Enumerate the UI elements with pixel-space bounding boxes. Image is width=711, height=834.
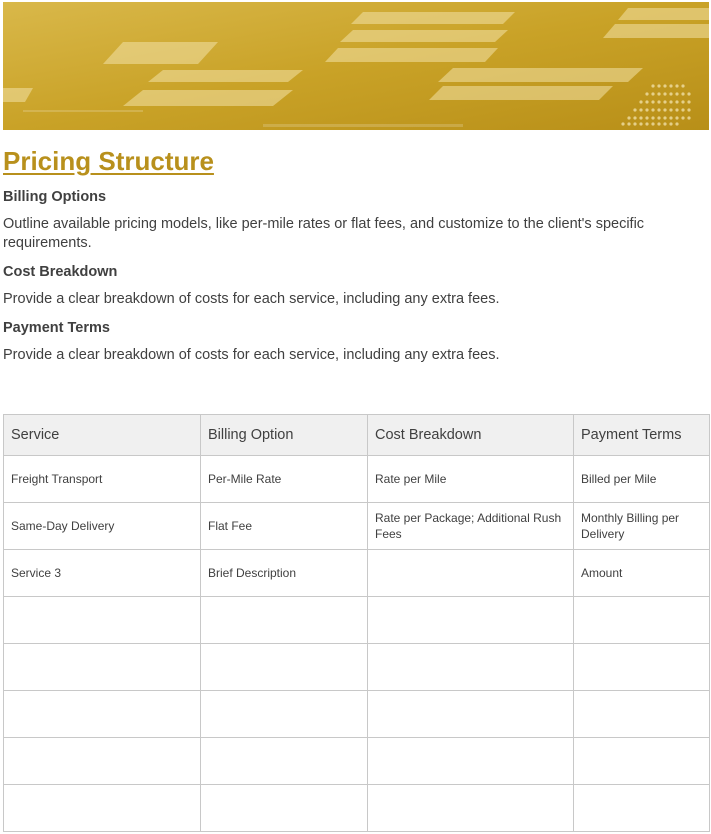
table-cell	[4, 691, 201, 738]
table-row	[4, 597, 710, 644]
table-cell	[574, 644, 710, 691]
column-header-payment-terms: Payment Terms	[574, 415, 710, 456]
billing-options-body: Outline available pricing models, like per-mile rates or flat fees, and customize to the client's specific requirements.	[3, 216, 645, 251]
cost-breakdown-heading: Cost Breakdown	[3, 264, 118, 280]
payment-terms-body: Provide a clear breakdown of costs for each service, including any extra fees.	[3, 347, 500, 363]
banner-graphic	[3, 2, 709, 130]
table-row	[4, 503, 710, 550]
table-cell	[574, 597, 710, 644]
table-row	[4, 691, 710, 738]
header-banner	[3, 2, 709, 130]
column-header-cost-breakdown: Cost Breakdown	[368, 415, 574, 456]
table-cell: Same-Day Delivery	[4, 503, 201, 550]
table-cell: Flat Fee	[201, 503, 368, 550]
table-cell	[574, 691, 710, 738]
table-cell	[574, 738, 710, 785]
table-cell	[368, 550, 574, 597]
table-cell	[368, 597, 574, 644]
table-cell	[4, 644, 201, 691]
pricing-section	[3, 144, 709, 365]
table-row	[4, 456, 710, 503]
payment-terms-heading: Payment Terms	[3, 320, 110, 336]
table-cell	[201, 738, 368, 785]
table-cell	[201, 785, 368, 832]
table-cell: Rate per Mile	[368, 456, 574, 503]
table-row	[4, 644, 710, 691]
table-cell	[201, 691, 368, 738]
table-cell: Freight Transport	[4, 456, 201, 503]
table-cell: Brief Description	[201, 550, 368, 597]
table-row	[4, 785, 710, 832]
table-cell: Rate per Package; Additional Rush Fees	[368, 503, 574, 550]
table-row	[4, 738, 710, 785]
pricing-table	[3, 414, 710, 832]
table-cell	[368, 691, 574, 738]
billing-options-heading: Billing Options	[3, 189, 107, 205]
table-cell	[368, 785, 574, 832]
table-cell	[201, 597, 368, 644]
table-cell	[574, 785, 710, 832]
table-cell	[201, 644, 368, 691]
cost-breakdown-body: Provide a clear breakdown of costs for each service, including any extra fees.	[3, 291, 500, 307]
table-row	[4, 550, 710, 597]
page-title: Pricing Structure	[3, 146, 214, 176]
table-cell	[4, 738, 201, 785]
table-cell: Amount	[574, 550, 710, 597]
table-cell	[368, 738, 574, 785]
table-cell: Service 3	[4, 550, 201, 597]
table-cell	[4, 597, 201, 644]
table-cell	[4, 785, 201, 832]
table-cell: Monthly Billing per Delivery	[574, 503, 710, 550]
table-cell	[368, 644, 574, 691]
column-header-billing-option: Billing Option	[201, 415, 368, 456]
table-cell: Billed per Mile	[574, 456, 710, 503]
table-header-row	[4, 415, 710, 456]
table-cell: Per-Mile Rate	[201, 456, 368, 503]
column-header-service: Service	[4, 415, 201, 456]
